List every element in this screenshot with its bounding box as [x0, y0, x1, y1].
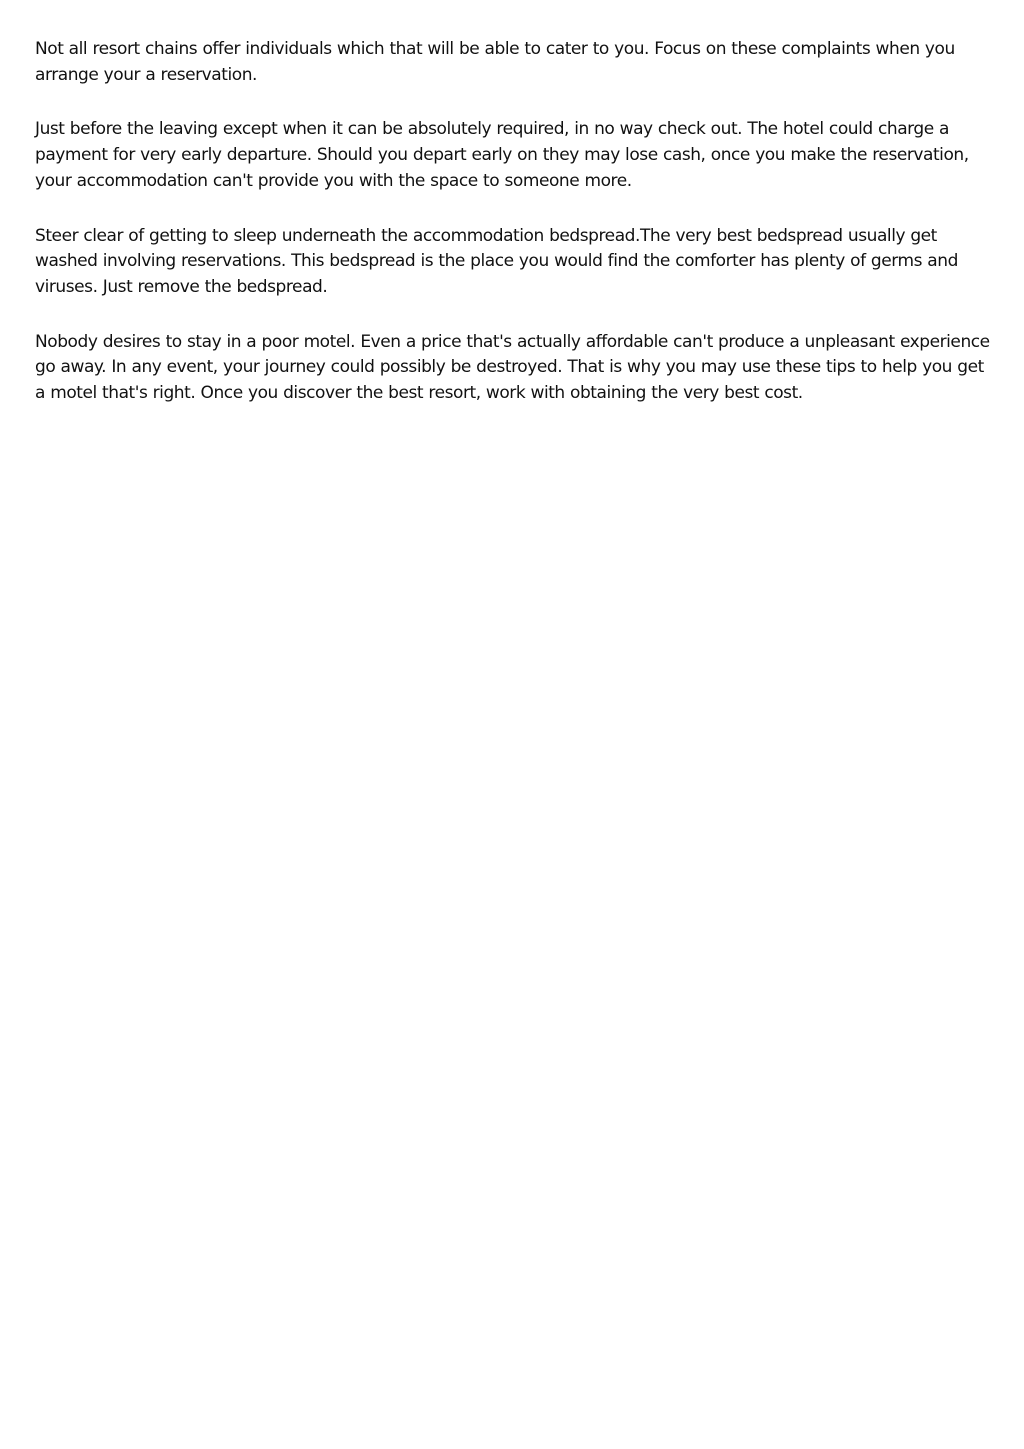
- document-body: [35, 37, 995, 436]
- paragraph-bedspread: Steer clear of getting to sleep underneath the accommodation bedspread.The very best bedspread usually get washed involving reservations. This bedspread is the place you would find the comforter has plenty of germs and viruses. Just remove the bedspread.: [35, 225, 958, 297]
- paragraph-resort-chains: Not all resort chains offer individuals which that will be able to cater to you. Focus on these complaints when you arrange your a reservation.: [35, 39, 955, 85]
- paragraph-early-checkout: Just before the leaving except when it can be absolutely required, in no way check out. The hotel could charge a payment for very early departure. Should you depart early on they may lose cash, once you make the reservation, your accommodation can't provide you with the space to someone more.: [35, 119, 969, 191]
- paragraph-poor-motel: Nobody desires to stay in a poor motel. Even a price that's actually affordable can't produce a unpleasant experience go away. In any event, your journey could possibly be destroyed. That is why you may use these tips to help you get a motel that's right. Once you discover the best resort, work with obtaining the very best cost.: [35, 331, 990, 404]
